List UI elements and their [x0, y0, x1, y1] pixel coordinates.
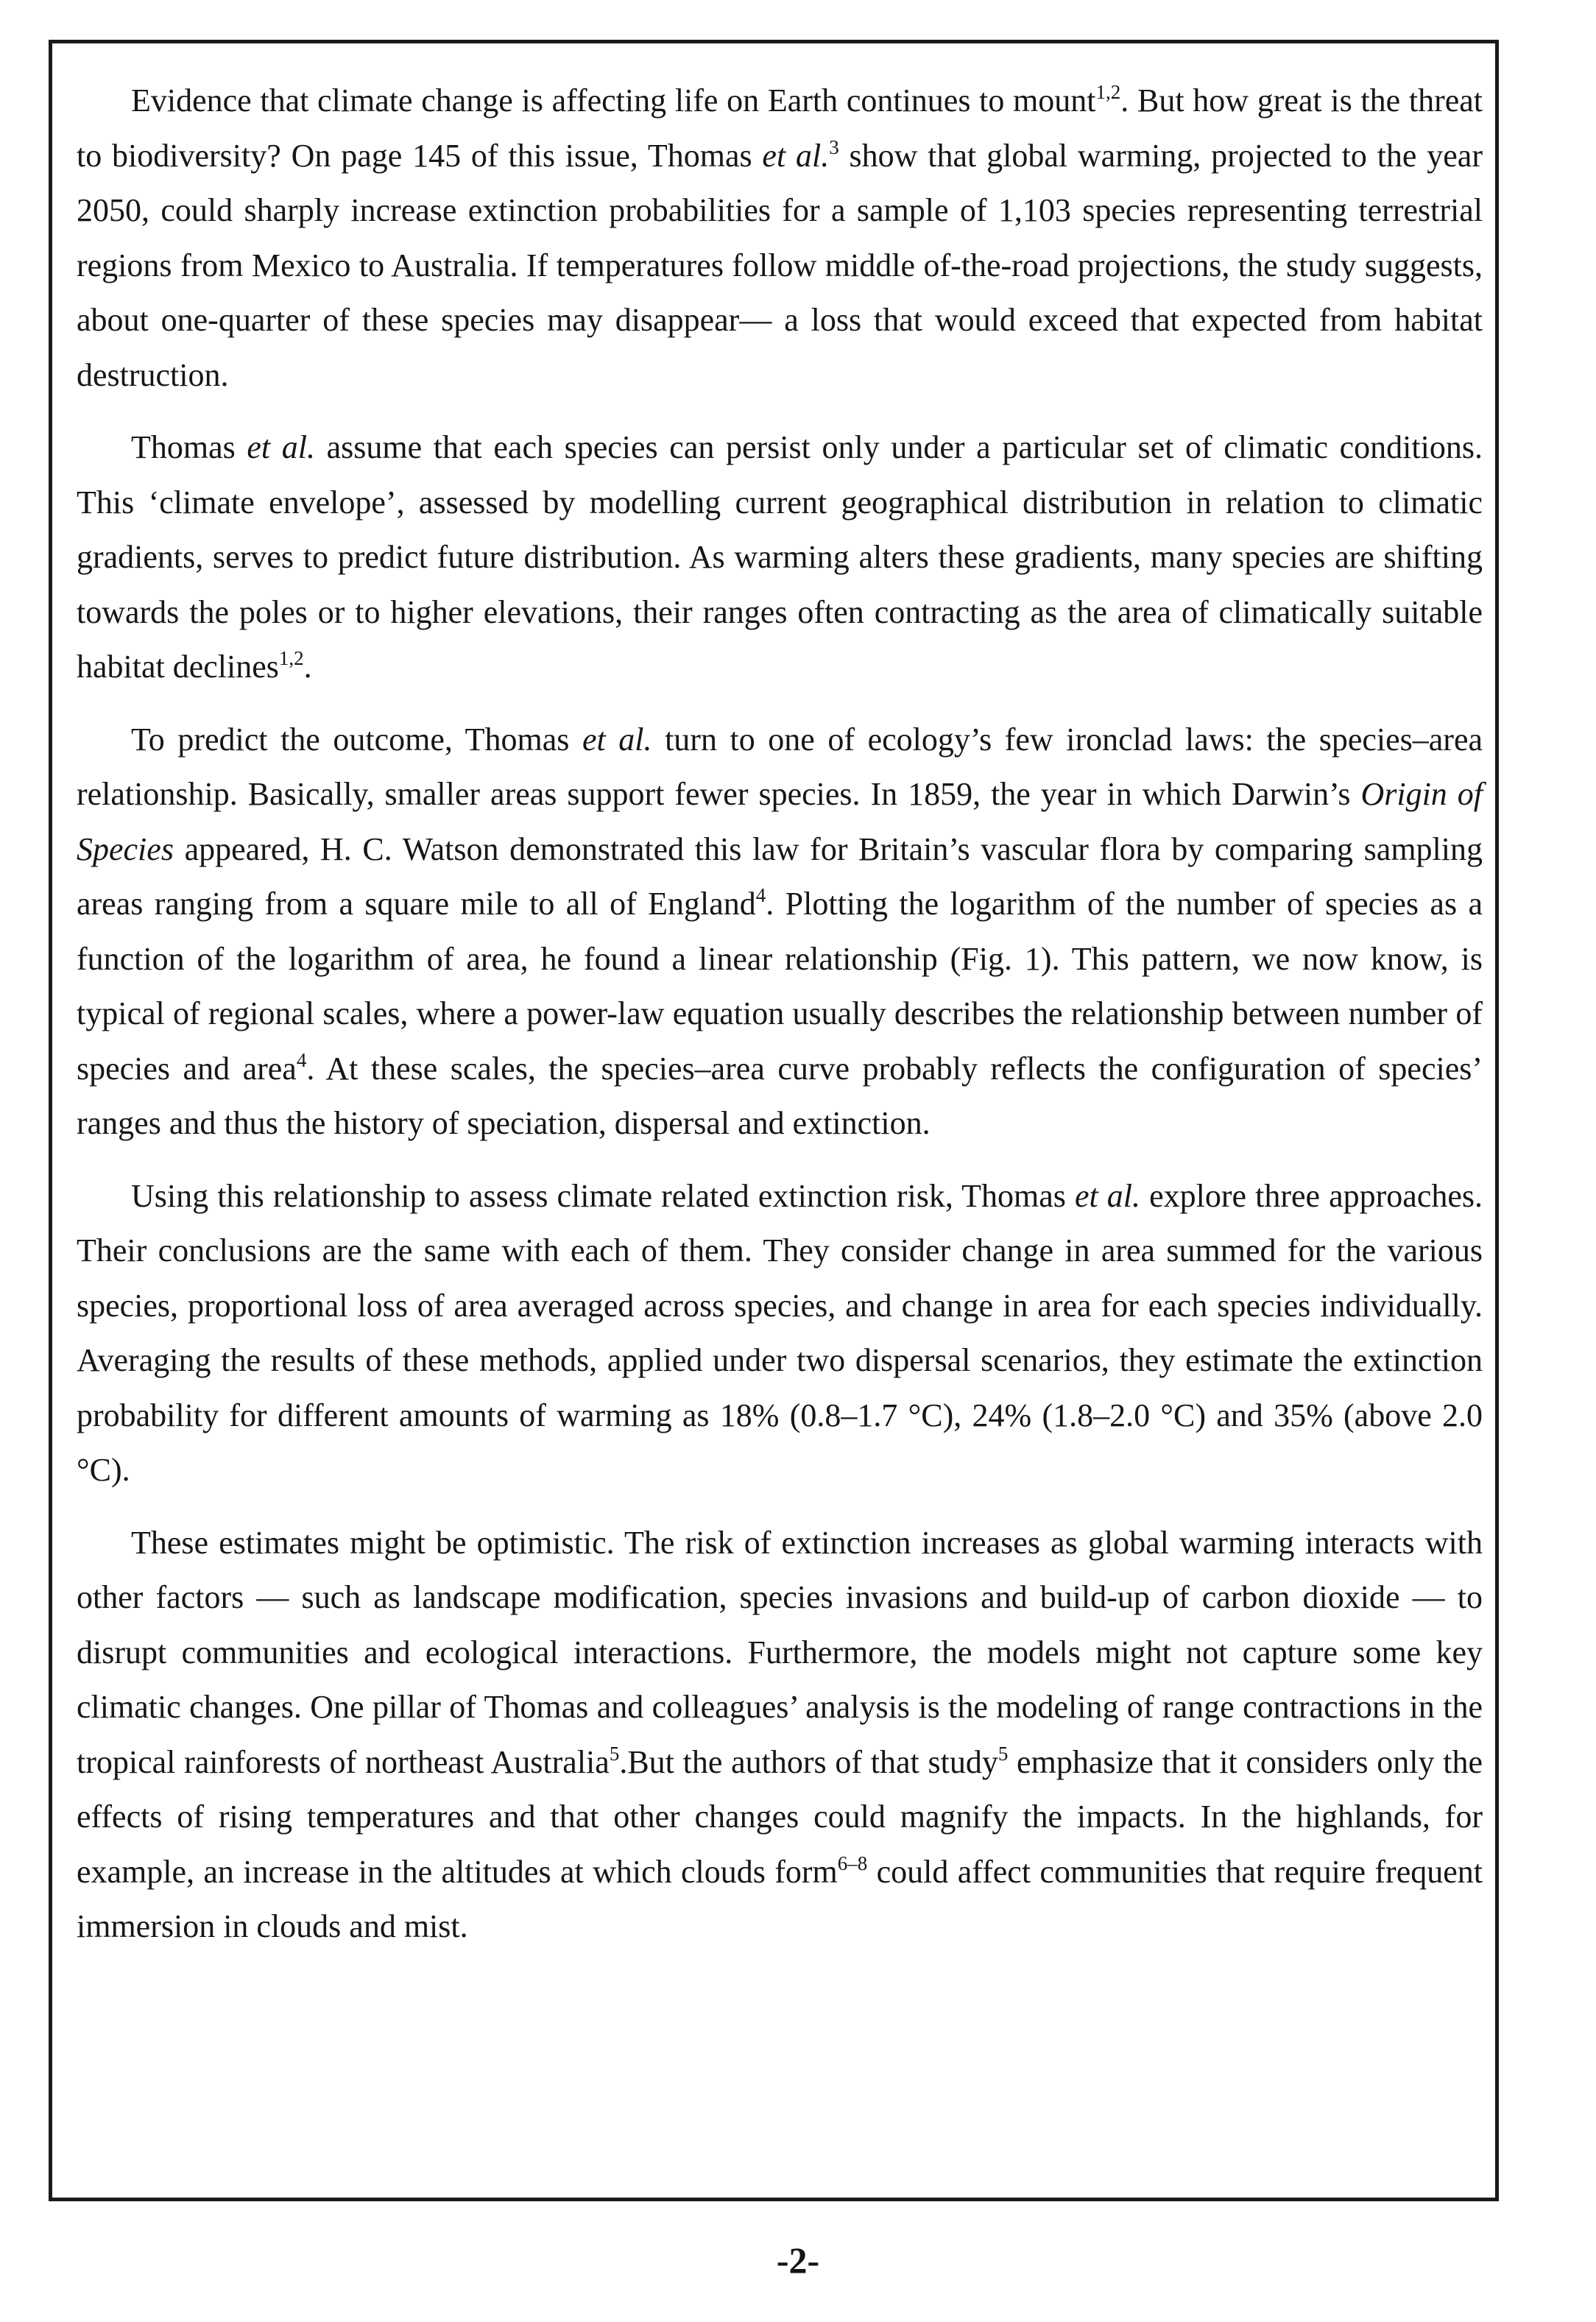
italic-text: et al.	[1074, 1177, 1141, 1214]
text-run: .	[303, 649, 312, 685]
reference-superscript: 1,2	[278, 647, 304, 669]
text-run: Thomas	[131, 429, 247, 465]
paragraph-3	[77, 713, 1483, 1151]
text-run: To predict the outcome, Thomas	[131, 721, 582, 758]
italic-text: et al.	[582, 721, 652, 758]
text-run: Using this relationship to assess climate related extinction risk, Thomas	[131, 1177, 1075, 1214]
page-number: -2-	[776, 2240, 820, 2281]
paragraph-4	[77, 1169, 1483, 1498]
paragraph-1	[77, 74, 1483, 403]
text-run: assume that each species can persist only under a particular set of climatic conditions. This ‘climate envelope’, assessed by modelling current geographical distribution in relation to climatic gradients, serves to predict future distribution. As warming alters these gradients, many species are shifting towards the poles or to higher elevations, their ranges often contracting as the area of climatically suitable habitat declines	[77, 429, 1483, 685]
reference-superscript: 5	[998, 1742, 1009, 1765]
paragraph-5	[77, 1516, 1483, 1955]
reference-superscript: 5	[609, 1742, 620, 1765]
reference-superscript: 1,2	[1095, 81, 1121, 103]
text-run: . Plotting the logarithm of the number of species as a function of the logarithm of area, he found a linear relationship (Fig. 1). This pattern, we now know, is typical of regional scales, where a power-law equation usually describes the relationship between number of species and area	[77, 886, 1483, 1087]
text-run: explore three approaches. Their conclusions are the same with each of them. They consider change in area summed for the various species, proportional loss of area averaged across species, and change in area for each species individually. Averaging the results of these methods, applied under two dispersal scenarios, they estimate the extinction probability for different amounts of warming as 18% (0.8–1.7 °C), 24% (1.8–2.0 °C) and 35% (above 2.0 °C).	[77, 1177, 1483, 1488]
reference-superscript: 4	[296, 1048, 307, 1071]
article-body	[77, 74, 1483, 1955]
text-run: could affect communities that require frequent immersion in clouds and mist.	[77, 1853, 1483, 1944]
text-run: .But the authors of that study	[619, 1743, 998, 1780]
text-run: turn to one of ecology’s few ironclad laws: the species–area relationship. Basically, smaller areas support fewer species. In 1859, the year in which Darwin’s	[77, 721, 1483, 812]
text-run: appeared, H. C. Watson demonstrated this law for Britain’s vascular flora by comparing sampling areas ranging from a square mile to all of England	[77, 830, 1483, 922]
text-run: . At these scales, the species–area curve probably reflects the configuration of species’ ranges and thus the history of speciation, dispersal and extinction.	[77, 1050, 1483, 1141]
text-run: emphasize that it considers only the effects of rising temperatures and that other changes could magnify the impacts. In the highlands, for example, an increase in the altitudes at which clouds form	[77, 1743, 1483, 1890]
italic-text: Origin of Species	[77, 776, 1483, 867]
reference-superscript: 4	[755, 884, 766, 906]
italic-text: et al.	[247, 429, 315, 465]
text-run: show that global warming, projected to the year 2050, could sharply increase extinction probabilities for a sample of 1,103 species representing terrestrial regions from Mexico to Australia. If temperatures follow middle of-the-road projections, the study suggests, about one-quarter of these species may disappear— a loss that would exceed that expected from habitat destruction.	[77, 137, 1483, 393]
paragraph-2	[77, 420, 1483, 695]
reference-superscript: 6–8	[837, 1852, 868, 1874]
italic-text: et al.	[762, 137, 830, 174]
text-run: Evidence that climate change is affecting life on Earth continues to mount	[131, 82, 1096, 119]
reference-superscript: 3	[829, 135, 839, 158]
text-run: These estimates might be optimistic. The risk of extinction increases as global warming interacts with other factors — such as landscape modification, species invasions and build-up of carbon dioxide — to disrupt communities and ecological interactions. Furthermore, the models might not capture some key climatic changes. One pillar of Thomas and colleagues’ analysis is the modeling of range contractions in the tropical rainforests of northeast Australia	[77, 1524, 1483, 1780]
text-run: . But how great is the threat to biodiversity? On page 145 of this issue, Thomas	[77, 82, 1483, 174]
